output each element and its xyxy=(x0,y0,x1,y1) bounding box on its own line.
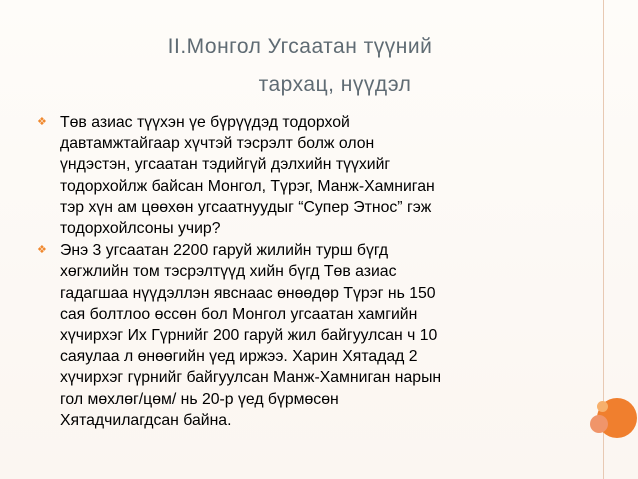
slide-title-line-1: II.Монгол Угсаатан түүний xyxy=(167,35,433,58)
bullet-item xyxy=(37,112,577,239)
bullet-text: Энэ 3 угсаатан 2200 гаруй жилийн турш бүгд хөгжлийн том тэсрэлтүүд хийн бүгд Төв азиас гадагшаа нүүдэллэн явснаас өнөөдөр Түрэг нь 150 сая болтлоо өссөн бол Монгол угсаатан хамгийн хүчирхэг Их Гүрнийг 200 гаруй жил байгуулсан ч 10 саяулаа л өнөөгийн үед иржээ. Харин Хятадад 2 хүчирхэг гүрнийг байгуулсан Манж-Хамниган нарын гол мөхлөг/цөм/ нь 20-р үед бүрмөсөн Хятадчилагдсан байна. xyxy=(60,242,442,429)
decorative-small-circle xyxy=(597,401,608,412)
decorative-medium-circle xyxy=(590,415,608,433)
bullet-item xyxy=(37,240,577,431)
slide-title xyxy=(60,28,550,104)
slide-title-line-2: тархац, нүүдэл xyxy=(258,73,412,96)
diamond-bullet-icon: ❖ xyxy=(37,116,47,128)
bullet-text: Төв азиас түүхэн үе бүрүүдэд тодорхой давтамжтайгаар хүчтэй тэсрэлт болж олон үндэстэн, угсаатан тэдийгүй дэлхийн түүхийг тодорхойлж байсан Монгол, Түрэг, Манж-Хамниган тэр хүн ам цөөхөн угсаатнуудыг “Супер Этнос” гэж тодорхойлсоны учир? xyxy=(60,114,435,238)
slide-body xyxy=(37,112,577,431)
diamond-bullet-icon: ❖ xyxy=(37,244,47,257)
